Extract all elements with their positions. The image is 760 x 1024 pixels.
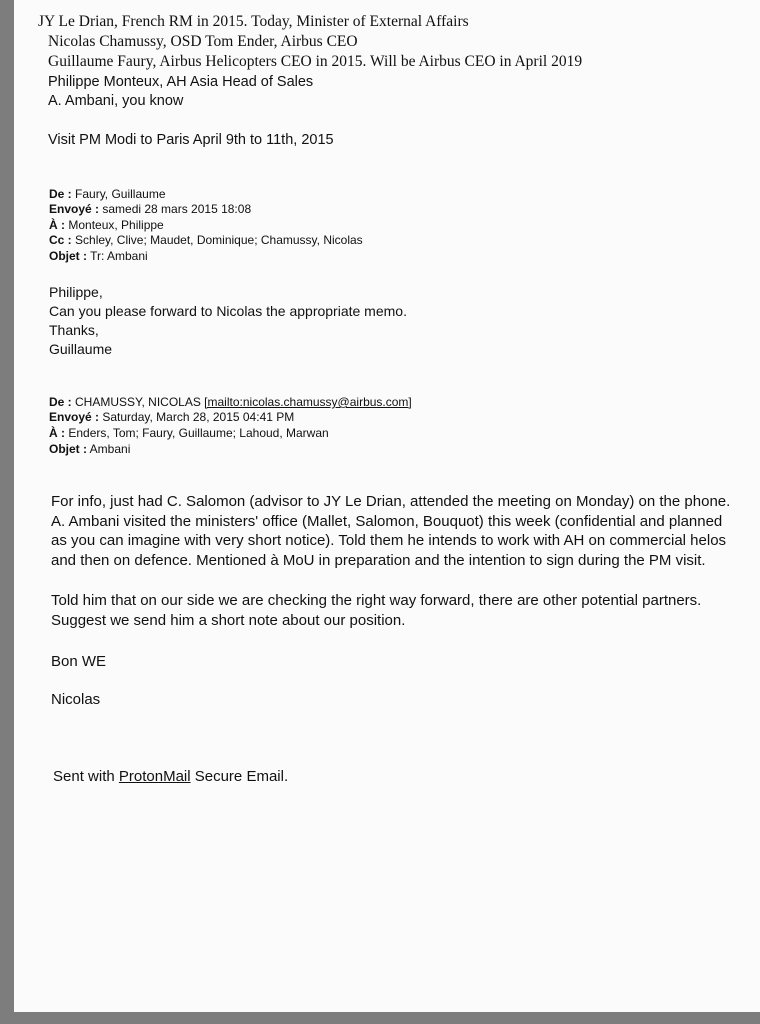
email2-paragraph2-line: Suggest we send him a short note about our position. [51, 612, 406, 629]
email2-sent [49, 410, 294, 426]
email2-subject [49, 442, 130, 458]
email2-from [49, 395, 412, 411]
email1-body-line: Guillaume [49, 341, 113, 357]
email1-body-line: Philippe, [49, 284, 103, 300]
mailto-link[interactable]: [mailto:nicolas.chamussy@airbus.com] [204, 395, 412, 409]
email2-closing: Bon WE [51, 653, 107, 670]
from-label: De : [49, 187, 72, 201]
sent-value: samedi 28 mars 2015 18:08 [102, 202, 252, 216]
subject-value: Ambani [89, 442, 131, 456]
email2-signature: Nicolas [51, 691, 101, 708]
email1-from [49, 187, 166, 203]
email2-paragraph1-line: and then on defence. Mentioned à MoU in preparation and the intention to sign during the PM visit. [51, 552, 706, 569]
from-label: De : [49, 395, 72, 409]
email1-subject [49, 249, 148, 265]
email2-paragraph2-line: Told him that on our side we are checking the right way forward, there are other potential partners. [51, 592, 702, 609]
email1-to [49, 218, 164, 234]
email2-paragraph1-line: For info, just had C. Salomon (advisor to JY Le Drian, attended the meeting on Monday) on the phone. [51, 493, 731, 510]
footer-prefix: Sent with [53, 768, 119, 785]
subject-value: Tr: Ambani [90, 249, 148, 263]
visit-note: Visit PM Modi to Paris April 9th to 11th, 2015 [48, 132, 334, 148]
email2-to [49, 426, 329, 442]
email2-footer [53, 767, 288, 787]
cc-label: Cc : [49, 233, 72, 247]
annotation-line-3: Guillaume Faury, Airbus Helicopters CEO in 2015. Will be Airbus CEO in April 2019 [48, 53, 583, 70]
cc-value: Schley, Clive; Maudet, Dominique; Chamussy, Nicolas [75, 233, 363, 247]
annotation-line-2: Nicolas Chamussy, OSD Tom Ender, Airbus CEO [48, 33, 358, 50]
email1-body-line: Can you please forward to Nicolas the appropriate memo. [49, 303, 407, 319]
email2-paragraph1-line: as you can imagine with very short notice). Told them he intends to work with AH on commercial helos [51, 532, 727, 549]
protonmail-link[interactable]: ProtonMail [118, 768, 191, 785]
to-label: À : [49, 426, 65, 440]
sent-label: Envoyé : [49, 202, 100, 216]
email1-sent [49, 202, 251, 218]
sent-label: Envoyé : [49, 410, 100, 424]
footer-suffix: Secure Email. [190, 768, 289, 785]
annotation-line-5: A. Ambani, you know [48, 93, 184, 109]
sent-value: Saturday, March 28, 2015 04:41 PM [102, 410, 295, 424]
document-page [14, 0, 760, 1012]
annotation-line-1: JY Le Drian, French RM in 2015. Today, Minister of External Affairs [38, 13, 469, 30]
from-value: Faury, Guillaume [75, 187, 166, 201]
subject-label: Objet : [49, 442, 87, 456]
email1-body-line: Thanks, [49, 322, 99, 338]
email1-cc [49, 233, 363, 249]
annotation-line-4: Philippe Monteux, AH Asia Head of Sales [48, 74, 314, 90]
from-value: CHAMUSSY, NICOLAS [75, 395, 201, 409]
to-label: À : [49, 218, 65, 232]
to-value: Enders, Tom; Faury, Guillaume; Lahoud, Marwan [68, 426, 329, 440]
subject-label: Objet : [49, 249, 87, 263]
to-value: Monteux, Philippe [68, 218, 164, 232]
email2-paragraph1-line: A. Ambani visited the ministers' office (Mallet, Salomon, Bouquot) this week (confidential and planned [51, 513, 723, 530]
